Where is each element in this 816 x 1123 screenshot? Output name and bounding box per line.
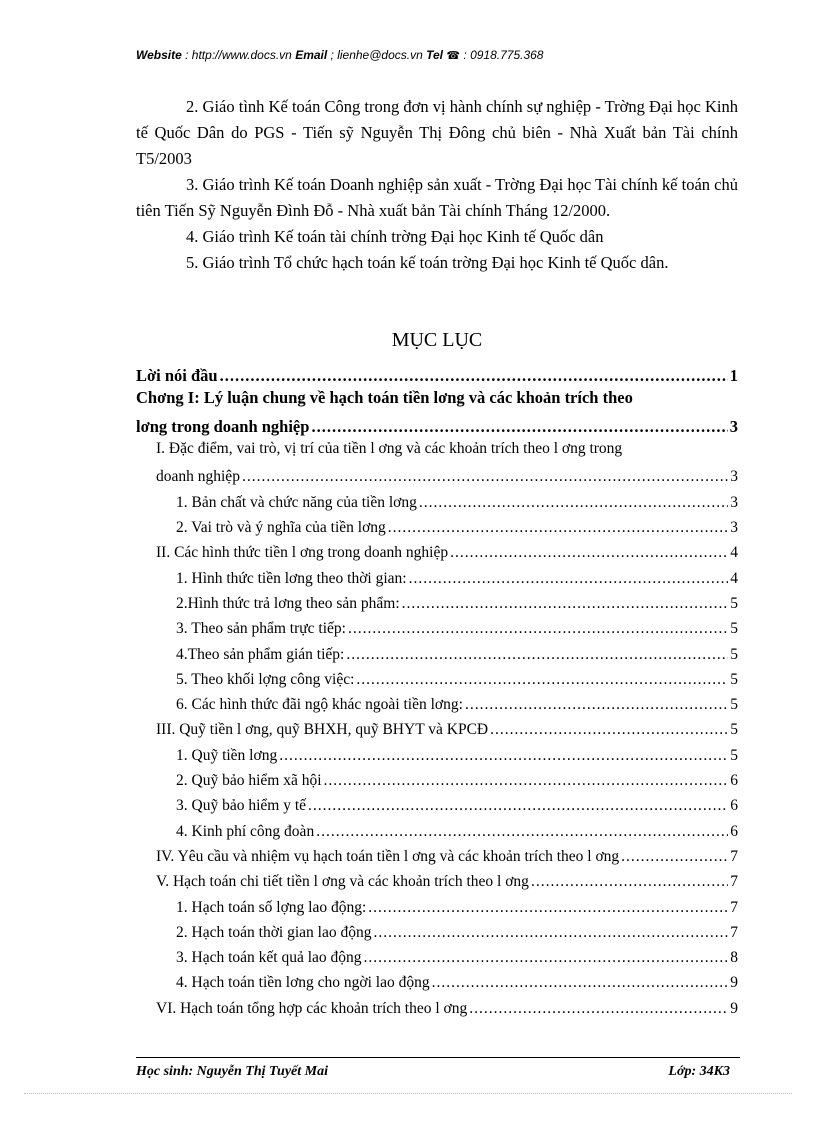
class-name: Lớp: 34K3 [668, 1064, 730, 1078]
toc-entry[interactable]: 4.Theo sản phẩm gián tiếp: ..... 5 [136, 639, 738, 664]
email-address[interactable]: ; lienhe@docs.vn [327, 48, 427, 62]
references [136, 94, 738, 276]
toc-entry[interactable]: 1. Hình thức tiền lơng theo thời gian: ..... 4 [136, 563, 738, 588]
reference-item: 4. Giáo trình Kế toán tài chính trờng Đại học Kinh tế Quốc dân [186, 227, 604, 246]
toc-entry[interactable]: 2. Quỹ bảo hiểm xã hội ..... 6 [136, 766, 738, 791]
toc-entry[interactable]: 1. Hạch toán số lợng lao động: ..... 7 [136, 892, 738, 917]
toc-entry[interactable]: 2.Hình thức trả lơng theo sản phẩm: ..... 5 [136, 589, 738, 614]
toc-entry[interactable]: 1. Bản chất và chức năng của tiền lơng ..... 3 [136, 487, 738, 512]
page-footer [136, 1057, 740, 1078]
toc-entry-intro[interactable]: Lời nói đầu ..... 1 [136, 361, 738, 386]
website-label: Website [136, 48, 182, 62]
toc-entry[interactable]: 1. Quỹ tiền lơng ..... 5 [136, 740, 738, 765]
phone-icon: ☎ [446, 50, 461, 62]
tel-label: Tel [426, 48, 444, 62]
toc-entry[interactable]: 3. Quỹ bảo hiểm y tế ..... 6 [136, 791, 738, 816]
toc-entry[interactable]: 2. Hạch toán thời gian lao động ..... 7 [136, 918, 738, 943]
reference-item: 5. Giáo trình Tổ chức hạch toán kế toán trờng Đại học Kinh tế Quốc dân. [186, 253, 669, 272]
toc-entry-section-4[interactable]: IV. Yêu cầu và nhiệm vụ hạch toán tiền l ơng và các khoản trích theo l ơng ..... 7 [136, 842, 738, 867]
toc-entry[interactable]: 2. Vai trò và ý nghĩa của tiền lơng ..... 3 [136, 513, 738, 538]
toc-entry[interactable]: 6. Các hình thức đãi ngộ khác ngoài tiền lơng: ..... 5 [136, 690, 738, 715]
page-header [136, 48, 756, 62]
tel-number: : 0918.775.368 [460, 48, 544, 62]
reference-item: 2. Giáo tình Kế toán Công trong đơn vị hành chính sự nghiệp - Trờng Đại học Kinh tế Quốc Dân do PGS - Tiến sỹ Nguyễn Thị Đông chủ biên - Nhà Xuất bản Tài chính T5/2003 [136, 97, 738, 168]
website-url[interactable]: : http://www.docs.vn [181, 48, 296, 62]
email-label: Email [295, 48, 328, 62]
page-bottom-divider [24, 1093, 792, 1094]
toc-entry[interactable]: 4. Kinh phí công đoàn ..... 6 [136, 816, 738, 841]
toc-title: MỤC LỤC [391, 329, 483, 351]
toc-entry[interactable]: 5. Theo khối lợng công việc: ..... 5 [136, 665, 738, 690]
toc-entry-section-3[interactable]: III. Quỹ tiền l ơng, quỹ BHXH, quỹ BHYT và KPCĐ ..... 5 [136, 715, 738, 740]
student-name: Học sinh: Nguyễn Thị Tuyết Mai [136, 1064, 328, 1078]
toc-entry-chapter-1[interactable]: Chơng I: Lý luận chung về hạch toán tiền lơng và các khoản trích theo lơng trong doanh nghiệp ..... 3 [136, 386, 738, 437]
table-of-contents [136, 361, 738, 1019]
toc-entry-section-5[interactable]: V. Hạch toán chi tiết tiền l ơng và các khoản trích theo l ơng ..... 7 [136, 867, 738, 892]
toc-entry-section-6[interactable]: VI. Hạch toán tổng hợp các khoản trích theo l ơng ..... 9 [136, 993, 738, 1018]
toc-entry[interactable]: 3. Theo sản phẩm trực tiếp: ..... 5 [136, 614, 738, 639]
toc-entry[interactable]: 4. Hạch toán tiền lơng cho ngời lao động ..... 9 [136, 968, 738, 993]
toc-entry-section-1[interactable]: I. Đặc điểm, vai trò, vị trí của tiền l ơng và các khoản trích theo l ơng trong doanh nghiệp ..... 3 [136, 437, 738, 488]
reference-item: 3. Giáo trình Kế toán Doanh nghiệp sản xuất - Trờng Đại học Tài chính kế toán chủ tiên Tiến Sỹ Nguyễn Đình Đỗ - Nhà xuất bản Tài chính Tháng 12/2000. [136, 175, 738, 220]
toc-entry-section-2[interactable]: II. Các hình thức tiền l ơng trong doanh nghiệp ..... 4 [136, 538, 738, 563]
toc-entry[interactable]: 3. Hạch toán kết quả lao động ..... 8 [136, 943, 738, 968]
